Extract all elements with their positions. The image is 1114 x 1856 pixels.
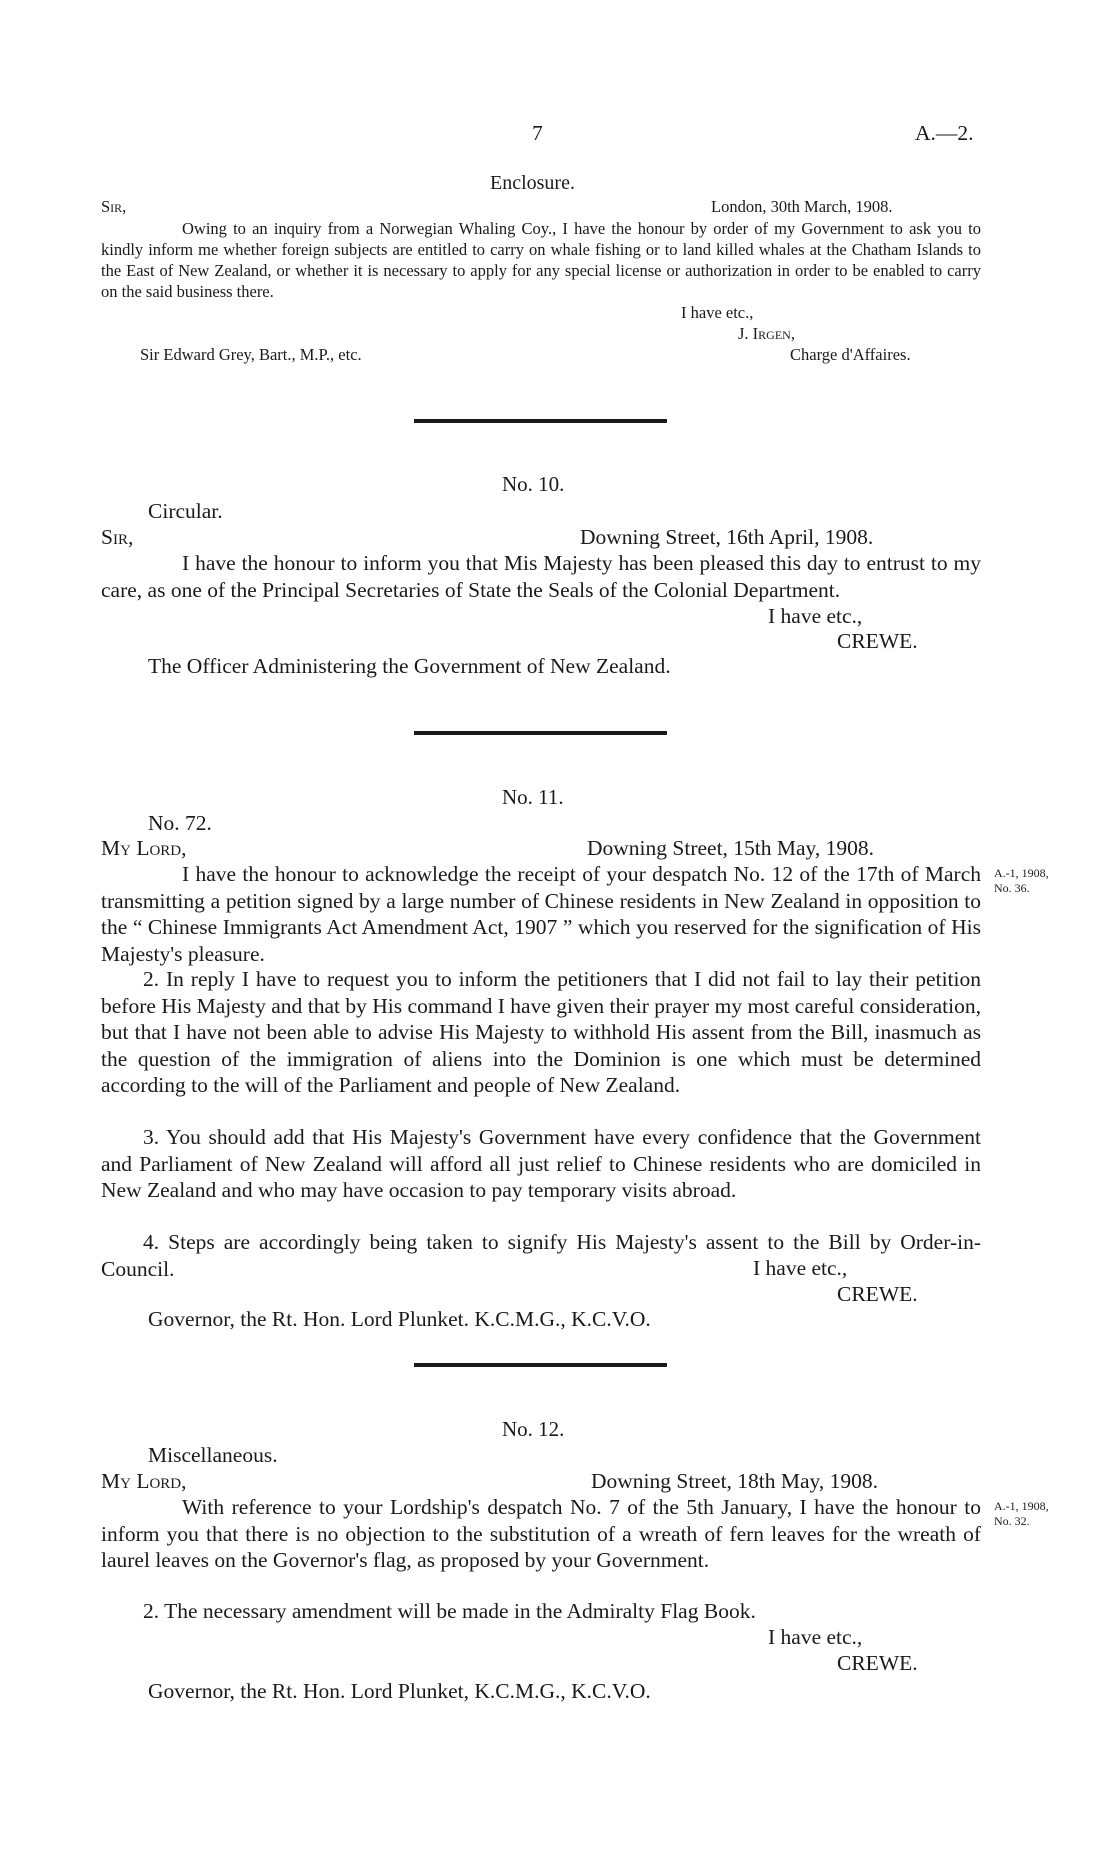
letter-signature: CREWE.	[837, 1651, 918, 1675]
letter-paragraph-1: I have the honour to acknowledge the receipt of your despatch No. 12 of the 17th of March transmitting a petition signed by a large number of Chinese residents in New Zealand in opposition to the “ Chinese Immigrants Act Amendment Act, 1907 ” which you reserved for the signification of His Majesty's pleasure.	[101, 862, 981, 966]
letter-signature: CREWE.	[837, 1282, 918, 1306]
letter-place-date: Downing Street, 15th May, 1908.	[587, 836, 875, 860]
letter-reference: No. 72.	[148, 811, 212, 835]
enclosure-salutation: Sir,	[101, 197, 127, 216]
margin-note	[994, 866, 1049, 896]
section-divider	[414, 731, 667, 735]
margin-note-line: A.-1, 1908,	[994, 1499, 1049, 1513]
letter-paragraph-3: 3. You should add that His Majesty's Government have every confidence that the Government and Parliament of New Zealand will afford all just relief to Chinese residents who are domiciled in New Zealand and who may have occasion to pay temporary visits abroad.	[101, 1125, 981, 1202]
page-number: 7	[532, 121, 543, 145]
letter-salutation: My Lord,	[101, 1469, 187, 1493]
margin-note-line: A.-1, 1908,	[994, 866, 1049, 880]
enclosure-signer-title: Charge d'Affaires.	[790, 345, 911, 364]
letter-heading: No. 10.	[502, 472, 565, 496]
enclosure-body: Owing to an inquiry from a Norwegian Whaling Coy., I have the honour by order of my Government to ask you to kindly inform me whether foreign subjects are entitled to carry on whale fishing or to land killed whales at the Chatham Islands to the East of New Zealand, or whether it is necessary to apply for any special license or authorization in order to be enabled to carry on the said business there.	[101, 219, 981, 301]
enclosure-closing: I have etc.,	[681, 303, 754, 322]
letter-place-date: Downing Street, 16th April, 1908.	[580, 525, 874, 549]
letter-paragraph-2: 2. In reply I have to request you to inform the petitioners that I did not fail to lay their petition before His Majesty and that by His command I have given their prayer my most careful consideration, but that I have not been able to advise His Majesty to withhold His assent from the Bill, inasmuch as the question of the immigration of aliens into the Dominion is one which must be determined according to the will of the Parliament and people of New Zealand.	[101, 967, 981, 1097]
section-divider	[414, 419, 667, 423]
enclosure-place-date: London, 30th March, 1908.	[711, 197, 893, 216]
letter-addressee: The Officer Administering the Government of New Zealand.	[148, 654, 671, 678]
margin-note-line: No. 36.	[994, 881, 1030, 895]
letter-body: I have the honour to inform you that Mis Majesty has been pleased this day to entrust to my care, as one of the Principal Secretaries of State the Seals of the Colonial Department.	[101, 551, 981, 602]
letter-type: Miscellaneous.	[148, 1443, 278, 1467]
section-divider	[414, 1363, 667, 1367]
letter-closing: I have etc.,	[768, 1625, 863, 1649]
letter-paragraph-2: 2. The necessary amendment will be made in the Admiralty Flag Book.	[143, 1599, 756, 1623]
letter-signature: CREWE.	[837, 629, 918, 653]
letter-heading: No. 11.	[502, 785, 564, 809]
enclosure-title: Enclosure.	[490, 172, 575, 194]
letter-heading: No. 12.	[502, 1417, 565, 1441]
enclosure-signature: J. Irgen,	[738, 324, 795, 343]
letter-paragraph-1: With reference to your Lordship's despatch No. 7 of the 5th January, I have the honour to inform you that there is no objection to the substitution of a wreath of fern leaves for the wreath of laurel leaves on the Governor's flag, as proposed by your Government.	[101, 1495, 981, 1572]
letter-salutation: My Lord,	[101, 836, 187, 860]
letter-closing: I have etc.,	[768, 604, 863, 628]
margin-note-line: No. 32.	[994, 1514, 1030, 1528]
enclosure-addressee: Sir Edward Grey, Bart., M.P., etc.	[140, 345, 362, 364]
document-reference: A.—2.	[915, 121, 974, 145]
letter-type: Circular.	[148, 499, 223, 523]
letter-addressee: Governor, the Rt. Hon. Lord Plunket. K.C.M.G., K.C.V.O.	[148, 1307, 651, 1331]
letter-place-date: Downing Street, 18th May, 1908.	[591, 1469, 879, 1493]
letter-salutation: Sir,	[101, 525, 134, 549]
letter-closing: I have etc.,	[753, 1256, 848, 1280]
margin-note	[994, 1499, 1049, 1529]
letter-addressee: Governor, the Rt. Hon. Lord Plunket, K.C.M.G., K.C.V.O.	[148, 1679, 651, 1703]
letter-paragraph-4: 4. Steps are accordingly being taken to signify His Majesty's assent to the Bill by Order-in-Council.	[101, 1230, 981, 1281]
